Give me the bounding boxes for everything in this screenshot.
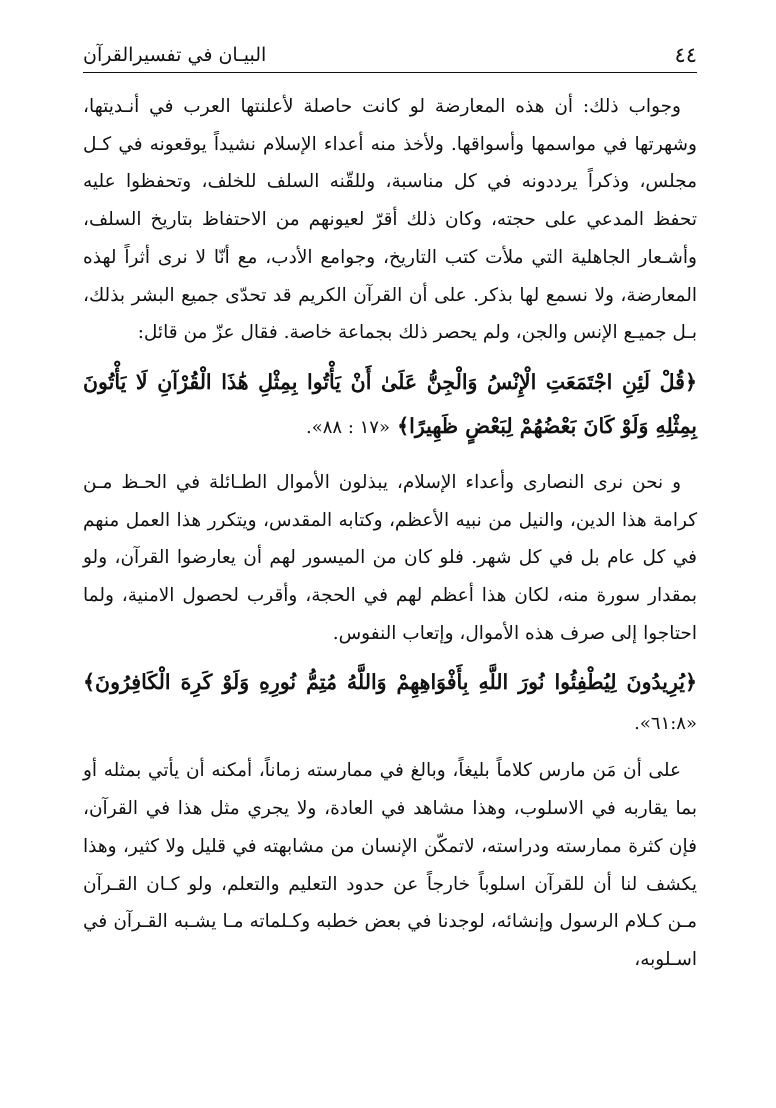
paragraph-2: و نحن نرى النصارى وأعداء الإسلام، يبذلون الأموال الطـائلة في الحـظ مـن كرامة هذا الدين، والنيل من نبيه الأعظم، وكتابه المقدس، ويتكرر هذا العمل منهم في كل عام بل في كل شهر. فلو كان من الميسور لهم أن يعارضوا القرآن، ولو بمقدار سورة منه، لكان هذا أعظم لهم في الحجة، وأقرب لحصول الامنية، ولما احتاجوا إلى صرف هذه الأموال، وإتعاب النفوس. bbox=[83, 471, 697, 644]
verse-1-reference: «١٧ : ٨٨». bbox=[306, 416, 390, 438]
quran-verse-2 bbox=[83, 662, 697, 744]
running-title: البيـان في تفسيرالقرآن bbox=[83, 44, 267, 66]
verse-1-text: ﴿قُلْ لَئِنِ اجْتَمَعَتِ الْإِنْسُ وَالْجِنُّ عَلَىٰ أَنْ يَأْتُوا بِمِثْلِ هَٰذَا الْقُرْآنِ لَا يَأْتُونَ بِمِثْلِهِ وَلَوْ كَانَ بَعْضُهُمْ لِبَعْضٍ ظَهِيرًا﴾ bbox=[83, 369, 697, 438]
verse-2-reference: «٦١:٨». bbox=[634, 713, 697, 735]
paragraph-1: وجواب ذلك: أن هذه المعارضة لو كانت حاصلة لأعلنتها العرب في أنـديتها، وشهرتها في مواسمها وأسواقها. ولأخذ منه أعداء الإسلام نشيداً يوقعونه في كـل مجلس، وذكراً يرددونه في كل مناسبة، وللقّنه السلف للخلف، وتحفظوا عليه تحفظ المدعي على حجته، وكان ذلك أقرّ لعيونهم من الاحتفاظ بتاريخ السلف، وأشـعار الجاهلية التي ملأت كتب التاريخ، وجوامع الأدب، مع أنّا لا نرى أثراً لهذه المعارضة، ولا نسمع لها بذكر. على أن القرآن الكريم قد تحدّى جميع البشر بذلك، بـل جميـع الإنس والجن، ولم يحصر ذلك بجماعة خاصة. فقال عزّ من قائل: bbox=[83, 96, 697, 344]
quran-verse-1 bbox=[83, 360, 697, 450]
page-number: ٤٤ bbox=[674, 43, 697, 67]
page-header bbox=[83, 38, 697, 73]
spacer bbox=[83, 454, 697, 464]
page-body bbox=[83, 88, 697, 979]
verse-2-text: ﴿يُرِيدُونَ لِيُطْفِئُوا نُورَ اللَّهِ بِأَفْوَاهِهِمْ وَاللَّهُ مُتِمُّ نُورِهِ وَلَوْ كَرِهَ الْكَافِرُونَ﴾ bbox=[83, 670, 697, 695]
paragraph-3: على أن مَن مارس كلاماً بليغاً، وبالغ في ممارسته زماناً، أمكنه أن يأتي بمثله أو بما يقاربه في الاسلوب، وهذا مشاهد في العادة، ولا يجري مثل هذا في القرآن، فإن كثرة ممارسته ودراسته، لاتمكّن الإنسان من مشابهته في قليل ولا كثير، وهذا يكشف لنا أن للقرآن اسلوباً خارجاً عن حدود التعليم والتعلم، ولو كـان القـرآن مـن كـلام الرسول وإنشائه، لوجدنا في بعض خطبه وكـلماته مـا يشـبه القـرآن في اسـلوبه، bbox=[83, 760, 697, 970]
